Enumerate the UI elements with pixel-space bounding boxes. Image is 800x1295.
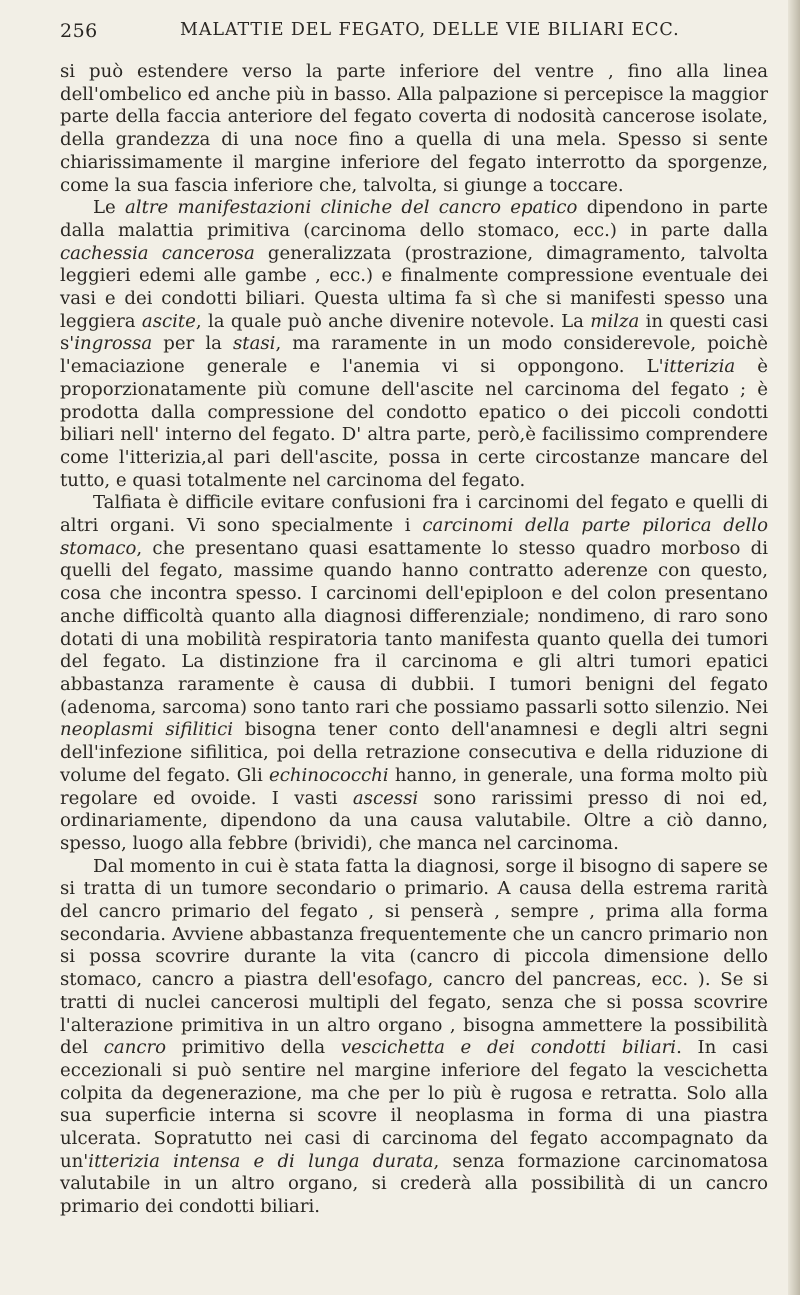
italic-term: echinococchi	[269, 764, 389, 786]
text-run: Le	[93, 197, 125, 219]
italic-term: ingrossa	[74, 333, 153, 355]
text-run: Dal momento in cui è stata fatta la diagnosi, sorge il bisogno di sapere se si tratta di un tumore secondario o primario. A causa della estrema rarità del cancro primario del fegato , si penserà , sempre , prima alla forma secondaria. Avviene abbastanza frequentemente che un cancro primario non si possa scovrire durante la vita (cancro di piccola dimensione dello stomaco, cancro a piastra dell'esofago, cancro del pancreas, ecc. ). Se si tratti di nuclei cancerosi multipli del fegato, senza che si possa scovrire l'alterazione primitiva in un altro organo , bisogna ammettere la possibilità del	[60, 855, 768, 1059]
italic-term: itterizia intensa e di lunga durata	[88, 1150, 434, 1172]
text-run: , la quale può anche divenire notevole. La	[195, 310, 591, 332]
italic-term: ascessi	[352, 787, 419, 809]
italic-term: carcinomi della parte pilorica dello stomaco	[60, 515, 768, 559]
text-run: generalizzata (prostrazione, dimagramento, talvolta leggieri edemi alle gambe , ecc.) e finalmente compressione eventuale dei vasi e dei condotti biliari. Questa ultima fa sì che si manifesti spesso una leggiera	[60, 242, 769, 332]
text-run: è proporzionatamente più comune dell'ascite nel carcinoma del fegato ; è prodotta dalla compressione del condotto epatico o dei piccoli condotti biliari nell' interno del fegato. D' altra parte, però,è facilissimo comprendere come l'itterizia,al pari dell'ascite, possa in certe circostanze mancare del tutto, e quasi totalmente nel carcinoma del fegato.	[60, 356, 768, 491]
text-run: , senza formazione carcinomatosa valutabile in un altro organo, si crederà alla possibilità di un cancro primario dei condotti biliari.	[60, 1150, 768, 1218]
text-run: si può estendere verso la parte inferiore del ventre , fino alla linea dell'ombelico ed anche più in basso. Alla palpazione si percepisce la maggior parte della faccia anteriore del fegato coverta di nodosità cancerose isolate, della grandezza di una noce fino a quella di una mela. Spesso si sente chiarissimamente il margine inferiore del fegato interrotto da sporgenze, come la sua fascia inferiore che, talvolta, si giunge a toccare.	[60, 61, 768, 196]
text-run: , che presentano quasi esattamente lo stesso quadro morboso di quelli del fegato, massime quando hanno contratto aderenze con questo, cosa che incontra spesso. I carcinomi dell'epiploon e del colon presentano anche difficoltà quanto alla diagnosi differenziale; nondimeno, di raro sono dotati di una mobilità respiratoria tanto manifesta quanto quella dei tumori del fegato. La distinzione fra il carcinoma e gli altri tumori epatici abbastanza raramente è causa di dubbii. I tumori benigni del fegato (adenoma, sarcoma) sono tanto rari che possiamo passarli sotto silenzio. Nei	[60, 537, 768, 718]
text-run: Talfiata è difficile evitare confusioni fra i carcinomi del fegato e quelli di altri organi. Vi sono specialmente i	[60, 492, 768, 537]
text-run: . In casi eccezionali si può sentire nel margine inferiore del fegato la vescichetta colpita da degenerazione, ma che per lo più è rugosa e retratta. Solo alla sua superficie interna si scovre il neoplasma in forma di una piastra ulcerata. Sopratutto nei casi di carcinoma del fegato accompagnato da un'	[60, 1037, 768, 1172]
text-run: primitivo della	[166, 1037, 341, 1059]
body-text	[60, 61, 768, 1219]
paragraph-3	[60, 492, 768, 855]
text-run: sono rarissimi presso di noi ed, ordinariamente, dipendono da una causa valutabile. Oltre a ciò danno, spesso, luogo alla febbre (brividi), che manca nel carcinoma.	[60, 787, 769, 854]
italic-term: itterizia	[663, 356, 736, 378]
text-run: dipendono in parte dalla malattia primitiva (carcinoma dello stomaco, ecc.) in parte dalla	[60, 197, 768, 241]
text-run: in questi casi s'	[60, 310, 768, 355]
italic-term: cancro	[103, 1037, 167, 1059]
paragraph-1	[60, 61, 768, 197]
page-number: 256	[60, 20, 98, 42]
text-run: per la	[152, 333, 234, 355]
text-run: , ma raramente in un modo considerevole, poichè l'emaciazione generale e l'anemia vi si oppongono. L'	[60, 333, 768, 378]
paragraph-4	[60, 856, 768, 1219]
page-edge	[788, 0, 800, 1295]
italic-term: altre manifestazioni cliniche del cancro epatico	[125, 197, 578, 219]
paragraph-2	[60, 197, 768, 492]
italic-term: stasi	[233, 333, 276, 355]
text-run: hanno, in generale, una forma molto più regolare ed ovoide. I vasti	[60, 764, 768, 809]
running-title: MALATTIE DEL FEGATO, DELLE VIE BILIARI ECC.	[180, 20, 680, 40]
italic-term: milza	[590, 310, 640, 332]
italic-term: neoplasmi sifilitici	[60, 719, 234, 741]
italic-term: vescichetta e dei condotti biliari	[340, 1037, 677, 1059]
italic-term: ascite	[141, 310, 196, 332]
running-header	[60, 14, 760, 44]
text-run: bisogna tener conto dell'anamnesi e degli altri segni dell'infezione sifilitica, poi della retrazione consecutiva e della riduzione di volume del fegato. Gli	[60, 719, 768, 786]
italic-term: cachessia cancerosa	[60, 242, 255, 264]
